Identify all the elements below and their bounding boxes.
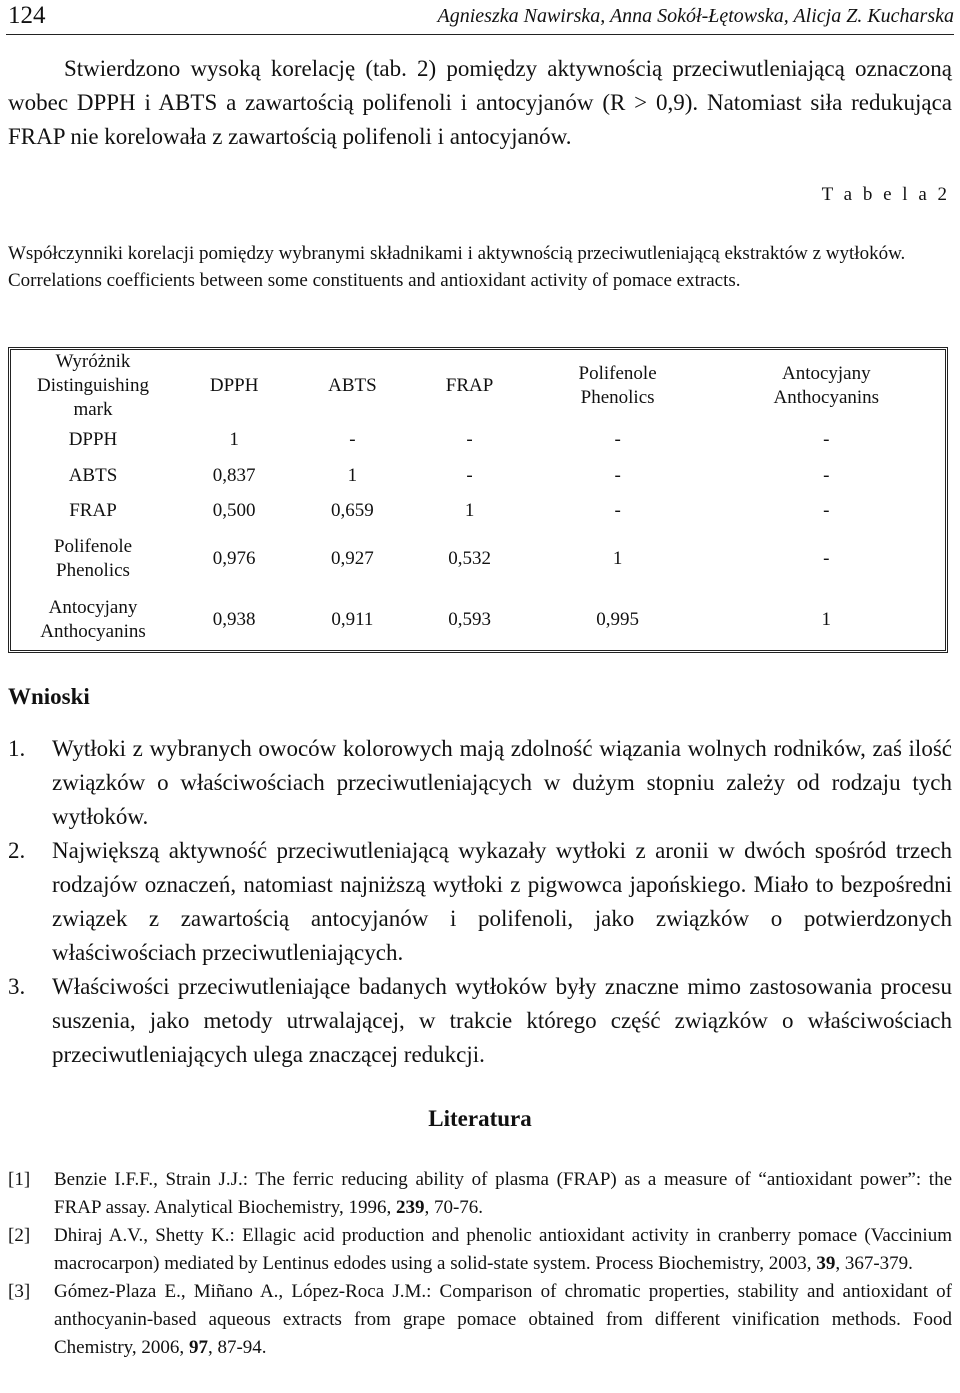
column-header-line: Anthocyanins [773, 387, 880, 408]
table-cell: 1 [612, 547, 623, 569]
table-cell: 0,532 [448, 547, 491, 569]
row-label-line: DPPH [68, 429, 118, 451]
table-row [11, 422, 945, 458]
reference-item [8, 1278, 952, 1362]
reference-number: [3] [8, 1281, 31, 1302]
row-label-line: Phenolics [56, 559, 130, 581]
conclusions-list [8, 732, 952, 1072]
column-header-frap [412, 350, 528, 422]
reference-item [8, 1222, 952, 1278]
table-cell: 1 [821, 608, 832, 630]
conclusions-heading: Wnioski [8, 684, 90, 709]
corner-line: Distinguishing [37, 375, 149, 396]
running-head-authors: Agnieszka Nawirska, Anna Sokół-Łętowska, Alicja Z. Kucharska [437, 5, 954, 27]
row-label [11, 422, 175, 458]
row-label [11, 493, 175, 528]
literature-heading: Literatura [428, 1106, 532, 1131]
list-item [8, 732, 952, 834]
table-caption-pl: Współczynniki korelacji pomiędzy wybranymi składnikami i aktywnością przeciwutleniającą ekstraktów z wytłoków. [8, 243, 906, 264]
row-label [11, 529, 175, 590]
list-item-number: 2. [8, 838, 26, 863]
table-row [11, 529, 945, 590]
table-cell: 0,837 [212, 464, 256, 486]
intro-paragraph: Stwierdzono wysoką korelację (tab. 2) pomiędzy aktywnością przeciwutleniającą oznaczoną wobec DPPH i ABTS a zawartością polifenoli i antocyjanów (R > 0,9). Natomiast siła redukująca FRAP nie korelowała z zawartością polifenoli i antocyjanów. [8, 56, 952, 149]
table-cell: - [349, 429, 356, 451]
correlation-table [8, 347, 948, 653]
row-label-line: Antocyjany [48, 596, 138, 618]
column-header-line: FRAP [445, 375, 494, 396]
column-header-abts [293, 350, 411, 422]
row-label-line: Anthocyanins [40, 620, 146, 642]
table-cell: 0,927 [331, 547, 374, 569]
list-item-text: Właściwości przeciwutleniające badanych wytłoków były znaczne mimo zastosowania procesu suszenia, jako metody utrwalającej, w trakcie którego część związków o właściwościach przeciwutleniających ulega znaczącej redukcji. [52, 974, 952, 1067]
table-caption [8, 240, 952, 294]
list-item-number: 3. [8, 974, 26, 999]
reference-volume: 39 [816, 1253, 836, 1274]
reference-pages: , 70-76. [424, 1197, 484, 1218]
table-cell: - [614, 464, 621, 486]
table-cell: - [466, 429, 473, 451]
intro-section [8, 52, 952, 154]
table-cell: - [466, 464, 473, 486]
table-row [11, 493, 945, 528]
table-cell: - [823, 429, 830, 451]
table-cell: - [614, 499, 621, 521]
table-label: T a b e l a 2 [821, 184, 950, 205]
table-cell: 1 [464, 499, 475, 521]
reference-volume: 239 [395, 1197, 425, 1218]
reference-text: Dhiraj A.V., Shetty K.: Ellagic acid production and phenolic antioxidant activity in cranberry pomace (Vaccinium macrocarpon) mediated by Lentinus edodes using a solid-state system. Process Biochemistry, 2003, [54, 1225, 952, 1274]
column-header-line: DPPH [209, 375, 259, 396]
table-cell: 1 [347, 464, 358, 486]
table-cell: - [823, 464, 830, 486]
reference-volume: 97 [188, 1337, 208, 1358]
table-cell: - [614, 429, 621, 451]
reference-number: [1] [8, 1169, 31, 1190]
table-row [11, 458, 945, 493]
reference-pages: , 87-94. [207, 1337, 267, 1358]
row-label [11, 589, 175, 650]
row-label-line: FRAP [69, 499, 117, 521]
page-header [6, 0, 954, 35]
list-item [8, 834, 952, 970]
table-cell: 0,500 [212, 499, 256, 521]
corner-line: mark [73, 399, 113, 420]
table-cell: 0,976 [212, 547, 256, 569]
reference-item [8, 1166, 952, 1222]
column-header-line: ABTS [328, 375, 377, 396]
corner-line: Wyróżnik [55, 351, 131, 372]
table-cell: 0,911 [331, 608, 374, 630]
reference-text: Benzie I.F.F., Strain J.J.: The ferric reducing ability of plasma (FRAP) as a measure of “antioxidant power”: the FRAP assay. Analytical Biochemistry, 1996, [54, 1169, 952, 1218]
list-item-number: 1. [8, 736, 26, 761]
table-header-row [11, 350, 945, 422]
column-header-anthocyanins [708, 350, 945, 422]
row-label [11, 458, 175, 493]
column-header-line: Antocyjany [781, 363, 871, 384]
page-number: 124 [8, 2, 46, 29]
table-cell: 0,659 [331, 499, 374, 521]
table-cell: - [823, 547, 830, 569]
table-corner-header [11, 350, 175, 422]
reference-text: Gómez-Plaza E., Miñano A., López-Roca J.M.: Comparison of chromatic properties, stability and antioxidant of anthocyanin-based aqueous extracts from grape pomace obtained from different vinification methods. Food Chemistry, 2006, [54, 1281, 952, 1358]
reference-number: [2] [8, 1225, 31, 1246]
table-caption-en: Correlations coefficients between some constituents and antioxidant activity of pomace extracts. [8, 270, 741, 291]
column-header-phenolics [528, 350, 708, 422]
table-cell: 0,593 [448, 608, 491, 630]
table-cell: 0,995 [596, 608, 639, 630]
reference-list [8, 1166, 952, 1362]
table-row [11, 589, 945, 650]
table-cell: 1 [229, 429, 239, 451]
list-item-text: Wytłoki z wybranych owoców kolorowych mają zdolność wiązania wolnych rodników, zaś ilość związków o właściwościach przeciwutleniających w dużym stopniu zależy od rodzaju tych wytłoków. [52, 736, 952, 829]
list-item-text: Największą aktywność przeciwutleniającą wykazały wytłoki z aronii w dwóch spośród trzech rodzajów oznaczeń, natomiast najniższą wytłoki z pigwowca japońskiego. Miało to bezpośredni związek z zawartością antocyjanów i polifenoli, jako związków o potwierdzonych właściwościach przeciwutleniających. [52, 838, 952, 965]
row-label-line: Polifenole [53, 535, 133, 557]
column-header-line: Phenolics [580, 387, 655, 408]
column-header-line: Polifenole [578, 363, 657, 384]
table-cell: - [823, 499, 830, 521]
reference-pages: , 367-379. [835, 1253, 913, 1274]
list-item [8, 970, 952, 1072]
column-header-dpph [175, 350, 293, 422]
row-label-line: ABTS [68, 464, 118, 486]
table-cell: 0,938 [212, 608, 256, 630]
